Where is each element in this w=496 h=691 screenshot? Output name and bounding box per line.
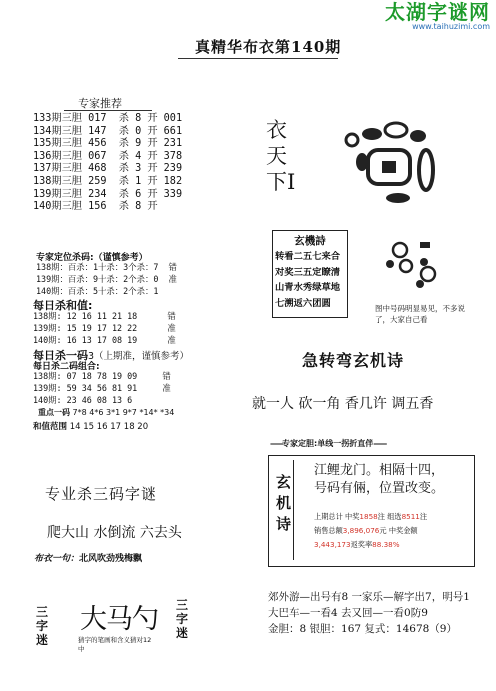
site-logo [370, 2, 490, 34]
expert-row: 136期三胆 067 杀 4 开 378 [33, 150, 183, 162]
daily-kill-row: 138期: 12 16 11 21 18 错 [33, 311, 176, 321]
stats-label: 元 中奖金额 [379, 526, 418, 535]
stats-line-3 [314, 538, 427, 552]
jizhuan-title: 急转弯玄机诗 [302, 351, 405, 370]
token [416, 280, 424, 288]
xuanji-box-title: 玄機詩 [294, 235, 326, 247]
position-kill-row: 138期：百杀：1十杀：3个杀：7 错 [36, 262, 177, 272]
expert-row: 140期三胆 156 杀 8 开 [33, 201, 158, 213]
token [400, 260, 412, 272]
position-kill-row: 140期：百杀：5十杀：2个杀：1 [36, 286, 159, 296]
bead [410, 130, 426, 142]
page-title: 真精华布衣第140期 [195, 38, 342, 56]
stats-label: 返奖率 [350, 540, 373, 549]
dingdan-text: 专家定胆:单线一拐折直伴 [282, 439, 374, 448]
daily-kill-row: 140期: 16 13 17 08 19 准 [33, 335, 176, 345]
stats-value: 8511 [401, 512, 420, 521]
token [420, 242, 430, 248]
one-code-label: 每日杀一码 [33, 349, 88, 362]
poem-lines [314, 462, 444, 498]
stats-label: 销售总额 [314, 526, 343, 535]
stats-value: 1858 [359, 512, 378, 521]
two-code-rows [33, 370, 171, 406]
three-code-title: 专业杀三码字谜 [45, 485, 158, 503]
two-code-heading: 每日杀二码组合: [33, 362, 100, 372]
xuanji-box-lines [273, 249, 347, 311]
position-kill-rows [36, 261, 177, 297]
stats-value: 3,443,173 [314, 540, 351, 549]
sanzi-left: 三字迷 [36, 605, 49, 647]
expert-row: 139期三胆 234 杀 6 开 339 [33, 188, 183, 200]
poem-line: 号码有倆，位置改变。 [314, 481, 445, 496]
position-kill-row: 139期：百杀：9十杀：2个杀：0 准 [36, 274, 177, 284]
bead [356, 153, 368, 171]
sum-line [33, 420, 148, 432]
stats-block [314, 510, 427, 552]
stats-line-2 [314, 524, 427, 538]
site-name: 太湖字谜网 [385, 0, 490, 24]
stats-label: 注 组选 [377, 512, 402, 521]
token [420, 258, 428, 266]
xuanji-line: 山青水秀绿草地 [275, 282, 341, 293]
xuanji-vertical: 玄机诗 [274, 474, 292, 537]
daily-kill-heading: 每日杀和值: [33, 299, 93, 312]
bead [386, 193, 410, 203]
expert-row: 138期三胆 259 杀 1 开 182 [33, 175, 183, 187]
tokens-image [380, 240, 448, 302]
riddle-line: 爬大山 水倒流 六去头 [47, 525, 182, 541]
sum-value: 14 15 16 17 18 20 [69, 422, 149, 432]
bottom-line: 金胆：8 银胆：167 复式：14678（9） [268, 623, 457, 635]
site-url: www.taihuzimi.com [412, 22, 490, 31]
stats-value: 3,896,076 [342, 526, 380, 535]
expert-rows [33, 113, 182, 214]
token [386, 260, 394, 268]
stats-label: 注 [419, 512, 428, 521]
stats-value: 88.38% [372, 540, 400, 549]
buyi-text: 北风吹劲残梅飘 [79, 554, 143, 564]
expert-heading-rule [64, 110, 152, 111]
stats-label: 上期总计 中奖 [314, 512, 360, 521]
bottom-line: 大巴车—一看4 去又回—一看0防9 [268, 607, 428, 619]
bottom-lines [268, 589, 470, 637]
expert-row: 137期三胆 468 杀 3 开 239 [33, 163, 183, 175]
buyi-line [34, 551, 142, 564]
xuanji-line: 七溯返六团圆 [275, 297, 331, 309]
bottom-line: 郊外游—出号有8 一家乐—解字出7，明号1 [268, 591, 470, 603]
sum-label: 和值范围 [33, 422, 68, 432]
expert-row: 134期三胆 147 杀 0 开 661 [33, 125, 183, 137]
bead [419, 150, 433, 190]
xuanji-line: 转看二五七来合 [275, 251, 341, 262]
xuanji-line: 对奖三五定瞭清 [275, 266, 341, 278]
token [393, 243, 407, 257]
beads-image [338, 118, 436, 210]
bead [346, 134, 358, 146]
expert-row: 135期三胆 456 杀 9 开 231 [33, 138, 183, 150]
stats-line-1 [314, 510, 427, 524]
title-underline [178, 58, 338, 59]
poem-line: 江鲤龙门。相隔十四， [314, 463, 445, 478]
hint-text: 图中号码明显易见，不多说了，大家自己看 [375, 304, 465, 324]
position-kill-heading: 专家定位杀码:（谨慎参考） [36, 253, 148, 263]
bead [385, 123, 407, 137]
daily-kill-row: 139期: 15 19 17 12 22 准 [33, 323, 176, 333]
damadao-note: 猜字的笔画和含义猜对12中 [78, 636, 152, 653]
xuanji-box [272, 230, 348, 318]
sanzi-right: 三字迷 [176, 598, 189, 640]
two-code-row: 139期: 59 34 56 81 91 准 [33, 383, 171, 393]
damadao-riddle: 大马勺 [80, 604, 158, 635]
focus-value: 7*8 4*6 3*1 9*7 *14* *34 [72, 408, 175, 417]
one-code-value: 3（上期准，谨慎参考） [88, 351, 190, 362]
focus-line [38, 407, 174, 418]
bead [362, 128, 382, 140]
expert-heading: 专家推荐 [78, 97, 122, 110]
two-code-row: 140期: 23 46 08 13 6 [33, 395, 133, 405]
token [421, 267, 435, 281]
jizhuan-line: 就一人 砍一角 香几许 调五香 [252, 396, 434, 412]
daily-kill-rows [33, 310, 176, 346]
dingdan-heading: ——专家定胆:单线一拐折直伴—— [270, 439, 386, 448]
focus-label: 重点一码 [38, 408, 70, 417]
expert-row: 133期三胆 017 杀 8 开 001 [33, 113, 183, 124]
buyi-label: 布衣一句： [34, 554, 80, 564]
coin-hole [382, 161, 396, 173]
two-code-row: 138期: 07 18 78 19 09 错 [33, 371, 171, 381]
yitianxia-title: 衣天下I [266, 118, 296, 194]
